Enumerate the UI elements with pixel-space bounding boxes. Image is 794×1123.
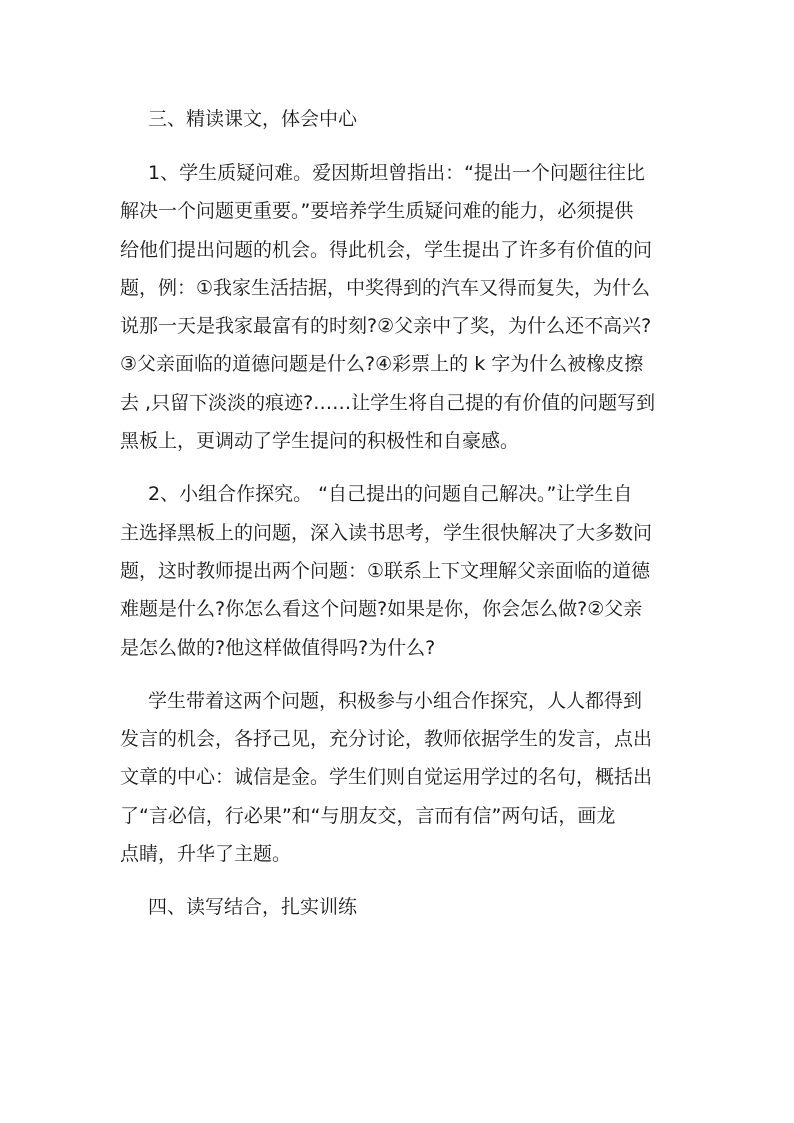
paragraph-line: 题，这时教师提出两个问题：①联系上下文理解父亲面临的道德 (120, 559, 651, 582)
paragraph-line: 解决一个问题更重要。”要培养学生质疑问难的能力，必须提供 (120, 200, 634, 223)
paragraph-line: 学生带着这两个问题，积极参与小组合作探究，人人都得到 (148, 689, 643, 712)
paragraph-line: 了“言必信，行必果”和“与朋友交，言而有信”两句话，画龙 (120, 804, 616, 827)
paragraph-line: 是怎么做的?他这样做值得吗?为什么? (120, 636, 436, 659)
paragraph-line: 说那一天是我家最富有的时刻?②父亲中了奖，为什么还不高兴? (120, 315, 652, 338)
document-body (120, 100, 680, 942)
paragraph-line: 给他们提出问题的机会。得此机会，学生提出了许多有价值的问 (120, 238, 653, 261)
paragraph-line: 难题是什么?你怎么看这个问题?如果是你，你会怎么做?②父亲 (120, 598, 643, 621)
paragraph-line: 发言的机会，各抒己见，充分讨论，教师依据学生的发言，点出 (120, 728, 653, 751)
paragraph-line: 点睛，升华了主题。 (120, 843, 292, 866)
paragraph-line: 去 ,只留下淡淡的痕迹?……让学生将自己提的有价值的问题写到 (120, 391, 656, 414)
paragraph-line: 题，例：①我家生活拮据，中奖得到的汽车又得而复失，为什么 (120, 276, 651, 299)
paragraph-line: 文章的中心：诚信是金。学生们则自觉运用学过的名句，概括出 (120, 766, 653, 789)
section-heading-4: 四、读写结合，扎实训练 (148, 896, 358, 919)
paragraph-questioning (120, 154, 680, 460)
paragraph-line: ③父亲面临的道德问题是什么?④彩票上的 k 字为什么被橡皮擦 (120, 353, 644, 376)
paragraph-line: 主选择黑板上的问题，深入读书思考，学生很快解决了大多数问 (120, 521, 653, 544)
paragraph-line: 黑板上，更调动了学生提问的积极性和自豪感。 (120, 430, 520, 453)
paragraph-line: 1、学生质疑问难。爱因斯坦曾指出：“提出一个问题往往比 (148, 162, 645, 184)
paragraph-line: 2、小组合作探究。 “自己提出的问题自己解决。”让学生自 (148, 483, 633, 506)
paragraph-discussion (120, 682, 680, 873)
paragraph-group-inquiry (120, 475, 680, 666)
section-heading-3: 三、精读课文，体会中心 (148, 108, 358, 130)
